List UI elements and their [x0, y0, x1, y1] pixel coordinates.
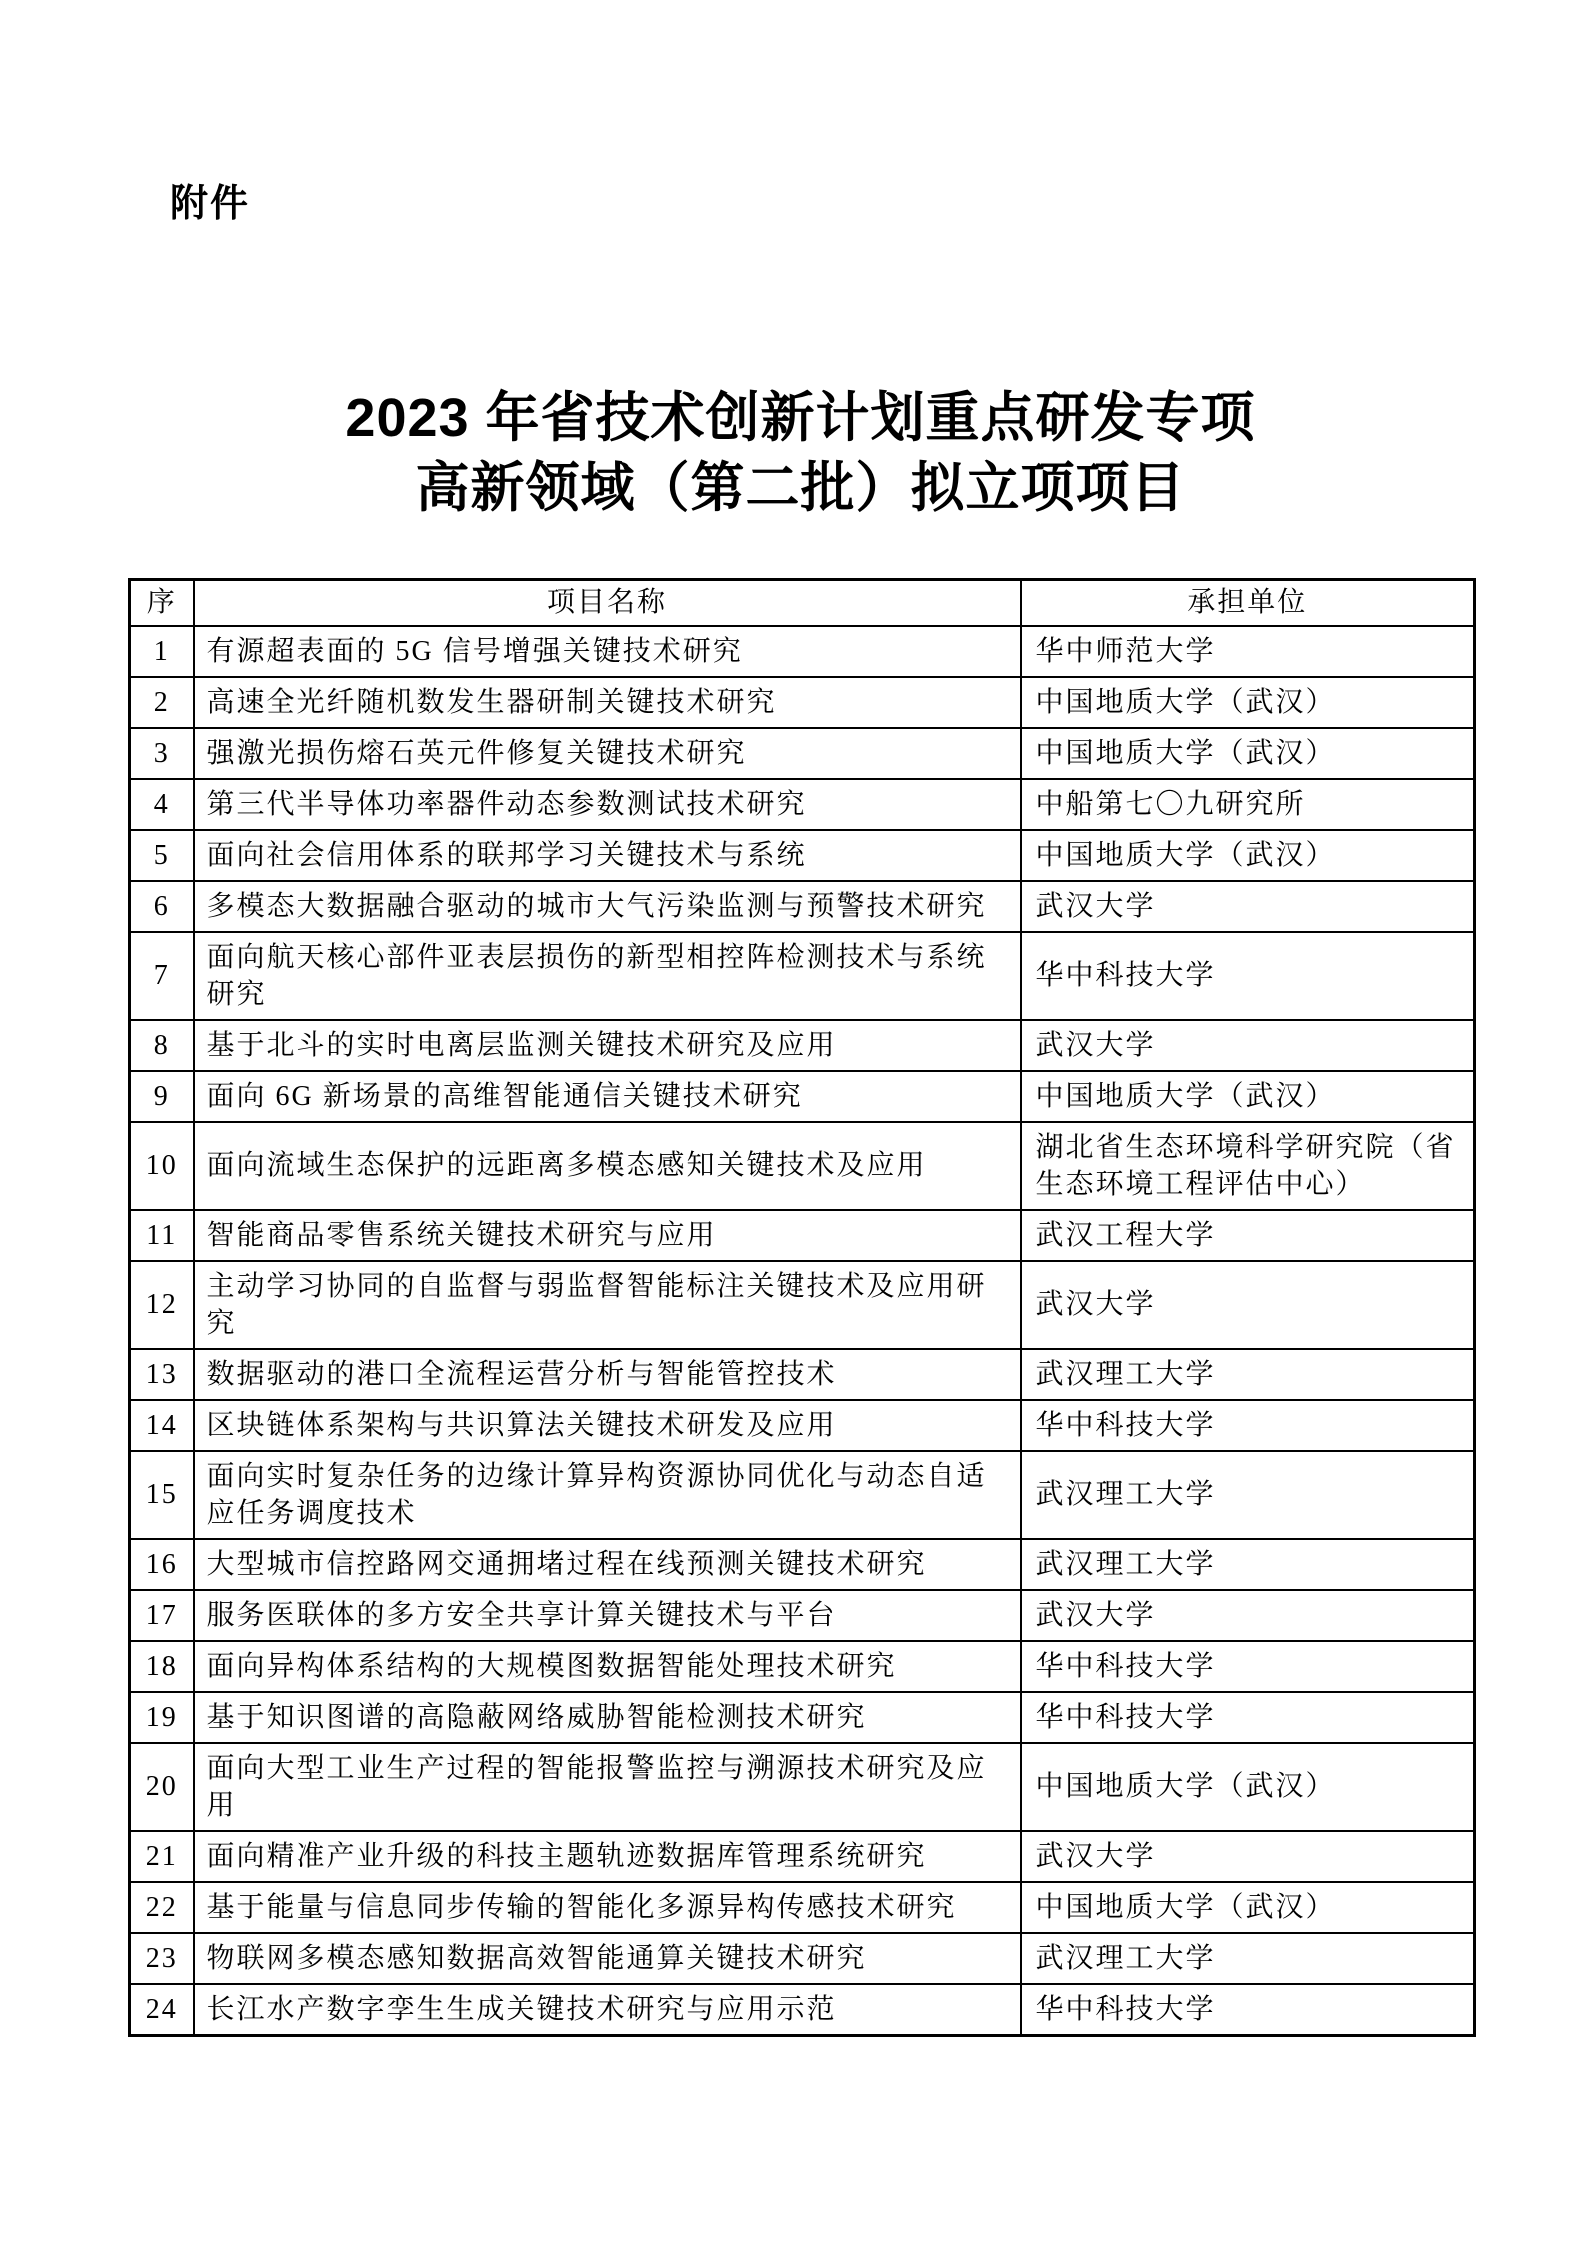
cell-unit-21: 武汉大学 [1021, 1831, 1475, 1882]
cell-index-3: 3 [130, 728, 194, 779]
cell-unit-11: 武汉工程大学 [1021, 1210, 1475, 1261]
cell-unit-15: 武汉理工大学 [1021, 1451, 1475, 1539]
table-row [130, 677, 1475, 728]
projects-table [128, 578, 1476, 2037]
cell-unit-3: 中国地质大学（武汉） [1021, 728, 1475, 779]
cell-name-16: 大型城市信控路网交通拥堵过程在线预测关键技术研究 [194, 1539, 1021, 1590]
document-title-line2: 高新领域（第二批）拟立项项目 [415, 458, 1186, 518]
attachment-label: 附件 [170, 183, 251, 225]
cell-name-8: 基于北斗的实时电离层监测关键技术研究及应用 [194, 1020, 1021, 1071]
cell-unit-24: 华中科技大学 [1021, 1984, 1475, 2036]
cell-index-22: 22 [130, 1882, 194, 1933]
cell-index-10: 10 [130, 1122, 194, 1210]
table-row [130, 1933, 1475, 1984]
cell-unit-2: 中国地质大学（武汉） [1021, 677, 1475, 728]
table-row [130, 1071, 1475, 1122]
projects-table-body [130, 626, 1475, 2036]
cell-index-4: 4 [130, 779, 194, 830]
cell-unit-12: 武汉大学 [1021, 1261, 1475, 1349]
cell-index-8: 8 [130, 1020, 194, 1071]
cell-name-15: 面向实时复杂任务的边缘计算异构资源协同优化与动态自适应任务调度技术 [194, 1451, 1021, 1539]
table-row [130, 932, 1475, 1020]
cell-index-23: 23 [130, 1933, 194, 1984]
cell-unit-6: 武汉大学 [1021, 881, 1475, 932]
cell-name-23: 物联网多模态感知数据高效智能通算关键技术研究 [194, 1933, 1021, 1984]
projects-table-header [130, 580, 1475, 626]
cell-index-15: 15 [130, 1451, 194, 1539]
cell-name-17: 服务医联体的多方安全共享计算关键技术与平台 [194, 1590, 1021, 1641]
table-row [130, 1210, 1475, 1261]
cell-unit-20: 中国地质大学（武汉） [1021, 1743, 1475, 1831]
cell-name-19: 基于知识图谱的高隐蔽网络威胁智能检测技术研究 [194, 1692, 1021, 1743]
table-row [130, 779, 1475, 830]
cell-index-18: 18 [130, 1641, 194, 1692]
cell-name-11: 智能商品零售系统关键技术研究与应用 [194, 1210, 1021, 1261]
cell-name-9: 面向 6G 新场景的高维智能通信关键技术研究 [194, 1071, 1021, 1122]
cell-index-20: 20 [130, 1743, 194, 1831]
cell-unit-22: 中国地质大学（武汉） [1021, 1882, 1475, 1933]
cell-name-10: 面向流域生态保护的远距离多模态感知关键技术及应用 [194, 1122, 1021, 1210]
cell-index-6: 6 [130, 881, 194, 932]
table-row [130, 881, 1475, 932]
table-row [130, 1400, 1475, 1451]
cell-index-9: 9 [130, 1071, 194, 1122]
header-row [130, 580, 1475, 626]
cell-unit-16: 武汉理工大学 [1021, 1539, 1475, 1590]
table-row [130, 1349, 1475, 1400]
cell-index-2: 2 [130, 677, 194, 728]
cell-unit-10: 湖北省生态环境科学研究院（省生态环境工程评估中心） [1021, 1122, 1475, 1210]
cell-index-11: 11 [130, 1210, 194, 1261]
cell-unit-19: 华中科技大学 [1021, 1692, 1475, 1743]
cell-name-3: 强激光损伤熔石英元件修复关键技术研究 [194, 728, 1021, 779]
table-row [130, 1984, 1475, 2036]
cell-unit-7: 华中科技大学 [1021, 932, 1475, 1020]
table-row [130, 1261, 1475, 1349]
header-cell-project-name: 项目名称 [194, 580, 1021, 626]
cell-index-16: 16 [130, 1539, 194, 1590]
cell-name-2: 高速全光纤随机数发生器研制关键技术研究 [194, 677, 1021, 728]
table-row [130, 1590, 1475, 1641]
table-row [130, 1451, 1475, 1539]
header-cell-unit: 承担单位 [1021, 580, 1475, 626]
cell-unit-8: 武汉大学 [1021, 1020, 1475, 1071]
header-cell-index: 序 [130, 580, 194, 626]
document-title [128, 383, 1473, 523]
cell-index-5: 5 [130, 830, 194, 881]
cell-unit-5: 中国地质大学（武汉） [1021, 830, 1475, 881]
table-row [130, 1641, 1475, 1692]
table-row [130, 626, 1475, 677]
cell-index-14: 14 [130, 1400, 194, 1451]
cell-index-7: 7 [130, 932, 194, 1020]
cell-unit-17: 武汉大学 [1021, 1590, 1475, 1641]
cell-name-21: 面向精准产业升级的科技主题轨迹数据库管理系统研究 [194, 1831, 1021, 1882]
cell-index-19: 19 [130, 1692, 194, 1743]
table-row [130, 830, 1475, 881]
cell-name-20: 面向大型工业生产过程的智能报警监控与溯源技术研究及应用 [194, 1743, 1021, 1831]
table-row [130, 728, 1475, 779]
cell-index-24: 24 [130, 1984, 194, 2036]
cell-name-13: 数据驱动的港口全流程运营分析与智能管控技术 [194, 1349, 1021, 1400]
document-title-line1: 2023 年省技术创新计划重点研发专项 [345, 388, 1256, 448]
cell-name-7: 面向航天核心部件亚表层损伤的新型相控阵检测技术与系统研究 [194, 932, 1021, 1020]
table-row [130, 1831, 1475, 1882]
cell-unit-14: 华中科技大学 [1021, 1400, 1475, 1451]
cell-name-18: 面向异构体系结构的大规模图数据智能处理技术研究 [194, 1641, 1021, 1692]
cell-unit-13: 武汉理工大学 [1021, 1349, 1475, 1400]
cell-unit-9: 中国地质大学（武汉） [1021, 1071, 1475, 1122]
cell-unit-18: 华中科技大学 [1021, 1641, 1475, 1692]
cell-name-4: 第三代半导体功率器件动态参数测试技术研究 [194, 779, 1021, 830]
table-row [130, 1122, 1475, 1210]
cell-name-22: 基于能量与信息同步传输的智能化多源异构传感技术研究 [194, 1882, 1021, 1933]
cell-unit-23: 武汉理工大学 [1021, 1933, 1475, 1984]
table-row [130, 1743, 1475, 1831]
table-row [130, 1539, 1475, 1590]
cell-name-24: 长江水产数字孪生生成关键技术研究与应用示范 [194, 1984, 1021, 2036]
cell-name-6: 多模态大数据融合驱动的城市大气污染监测与预警技术研究 [194, 881, 1021, 932]
cell-unit-1: 华中师范大学 [1021, 626, 1475, 677]
cell-name-5: 面向社会信用体系的联邦学习关键技术与系统 [194, 830, 1021, 881]
cell-index-12: 12 [130, 1261, 194, 1349]
table-row [130, 1692, 1475, 1743]
cell-index-21: 21 [130, 1831, 194, 1882]
cell-unit-4: 中船第七〇九研究所 [1021, 779, 1475, 830]
table-row [130, 1020, 1475, 1071]
cell-name-12: 主动学习协同的自监督与弱监督智能标注关键技术及应用研究 [194, 1261, 1021, 1349]
cell-index-17: 17 [130, 1590, 194, 1641]
cell-index-1: 1 [130, 626, 194, 677]
cell-name-1: 有源超表面的 5G 信号增强关键技术研究 [194, 626, 1021, 677]
cell-name-14: 区块链体系架构与共识算法关键技术研发及应用 [194, 1400, 1021, 1451]
cell-index-13: 13 [130, 1349, 194, 1400]
table-row [130, 1882, 1475, 1933]
